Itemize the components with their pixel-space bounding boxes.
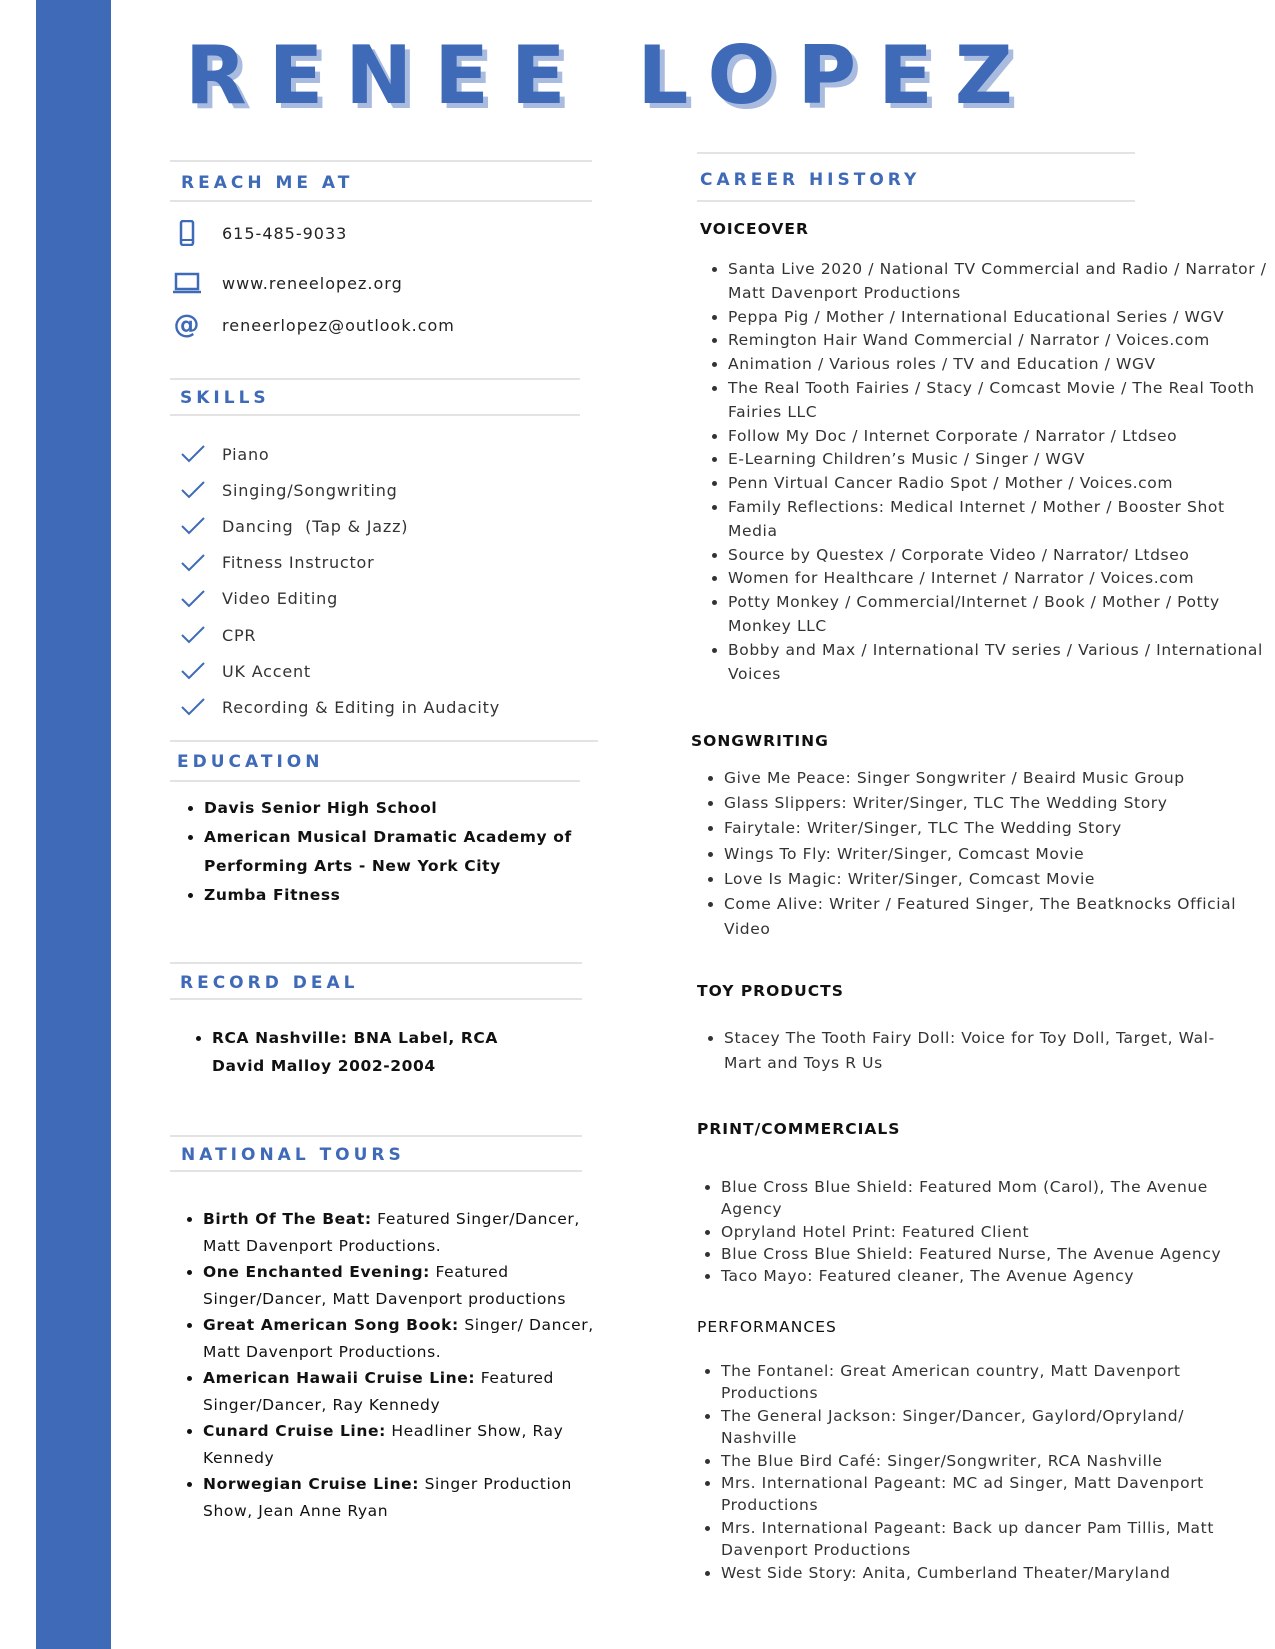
record-deal-list [188,1024,512,1080]
skills-heading: SKILLS [180,388,270,408]
record-deal-item: • RCA Nashville: BNA Label, RCA David Malloy 2002-2004 [212,1024,512,1080]
performance-item: • West Side Story: Anita, Cumberland Theater/Maryland [721,1562,1251,1584]
tour-item: • Norwegian Cruise Line: Singer Production Show, Jean Anne Ryan [203,1471,615,1524]
skill-item: Recording & Editing in Audacity [180,689,500,725]
check-icon [180,516,206,536]
skill-item: Video Editing [180,581,500,617]
voiceover-item: • The Real Tooth Fairies / Stacy / Comcast Movie / The Real Tooth Fairies LLC [728,377,1268,425]
songwriting-item: • Come Alive: Writer / Featured Singer, The Beatknocks Official Video [724,892,1244,942]
toy-products-list [700,1026,1244,1075]
voiceover-item: • Remington Hair Wand Commercial / Narrator / Voices.com [728,329,1268,353]
check-icon [180,697,206,717]
divider [697,152,1135,154]
songwriting-heading: SONGWRITING [691,732,829,750]
performances-heading: PERFORMANCES [697,1318,837,1336]
performance-item: • The Blue Bird Café: Singer/Songwriter, RCA Nashville [721,1450,1251,1472]
print-commercials-heading: PRINT/COMMERCIALS [697,1120,901,1138]
education-heading: EDUCATION [177,752,324,772]
voiceover-item: • Penn Virtual Cancer Radio Spot / Mother / Voices.com [728,472,1268,496]
divider [697,200,1135,202]
education-item: • Zumba Fitness [204,881,594,910]
songwriting-item: • Fairytale: Writer/Singer, TLC The Wedding Story [724,816,1244,841]
divider [170,1170,582,1172]
contact-phone[interactable] [172,218,347,248]
voiceover-item: • Follow My Doc / Internet Corporate / Narrator / Ltdseo [728,425,1268,449]
divider [170,740,598,742]
check-icon [180,444,206,464]
divider [170,1135,582,1137]
divider [170,378,580,380]
voiceover-item: • Source by Questex / Corporate Video / Narrator/ Ltdseo [728,544,1268,568]
voiceover-item: • Bobby and Max / International TV series / Various / International Voices [728,639,1268,687]
career-history-heading: CAREER HISTORY [700,170,921,190]
laptop-icon [172,268,202,298]
performance-item: • The General Jackson: Singer/Dancer, Gaylord/Opryland/ Nashville [721,1405,1251,1450]
print-item: • Blue Cross Blue Shield: Featured Mom (Carol), The Avenue Agency [721,1176,1261,1221]
tour-item: • Birth Of The Beat: Featured Singer/Dancer, Matt Davenport Productions. [203,1206,615,1259]
voiceover-item: • Women for Healthcare / Internet / Narrator / Voices.com [728,567,1268,591]
phone-number: 615-485-9033 [222,223,348,243]
contact-heading: REACH ME AT [181,173,354,193]
divider [170,998,582,1000]
education-item: • American Musical Dramatic Academy of Performing Arts - New York City [204,823,594,881]
songwriting-item: • Wings To Fly: Writer/Singer, Comcast Movie [724,842,1244,867]
skill-item: Singing/Songwriting [180,472,500,508]
songwriting-item: • Love Is Magic: Writer/Singer, Comcast Movie [724,867,1244,892]
voiceover-item: • Animation / Various roles / TV and Education / WGV [728,353,1268,377]
divider [170,200,592,202]
divider [170,780,580,782]
email-address: reneerlopez@outlook.com [222,315,455,335]
print-item: • Taco Mayo: Featured cleaner, The Avenue Agency [721,1265,1261,1287]
voiceover-item: • Santa Live 2020 / National TV Commercial and Radio / Narrator / Matt Davenport Productions [728,258,1268,306]
tour-item: • Cunard Cruise Line: Headliner Show, Ray Kennedy [203,1418,615,1471]
skill-item: CPR [180,617,500,653]
website-url: www.reneelopez.org [222,273,403,293]
voiceover-item: • Family Reflections: Medical Internet / Mother / Booster Shot Media [728,496,1268,544]
divider [170,160,592,162]
name-title: RENEE LOPEZ [185,29,1035,122]
print-commercials-list [697,1176,1261,1287]
skill-item: UK Accent [180,653,500,689]
tour-item: • American Hawaii Cruise Line: Featured Singer/Dancer, Ray Kennedy [203,1365,615,1418]
songwriting-item: • Give Me Peace: Singer Songwriter / Beaird Music Group [724,766,1244,791]
skill-item: Fitness Instructor [180,545,500,581]
record-deal-heading: RECORD DEAL [180,973,359,993]
voiceover-item: • E-Learning Children’s Music / Singer / WGV [728,448,1268,472]
skill-item: Piano [180,436,500,472]
performance-item: • The Fontanel: Great American country, Matt Davenport Productions [721,1360,1251,1405]
check-icon [180,625,206,645]
national-tours-list [179,1206,615,1524]
songwriting-item: • Glass Slippers: Writer/Singer, TLC The Wedding Story [724,791,1244,816]
toy-products-heading: TOY PRODUCTS [697,982,844,1000]
print-item: • Opryland Hotel Print: Featured Client [721,1221,1261,1243]
performance-item: • Mrs. International Pageant: MC ad Singer, Matt Davenport Productions [721,1472,1251,1517]
voiceover-list [704,258,1268,686]
phone-icon [172,218,202,248]
check-icon [180,553,206,573]
voiceover-item: • Peppa Pig / Mother / International Educational Series / WGV [728,306,1268,330]
tour-item: • Great American Song Book: Singer/ Dancer, Matt Davenport Productions. [203,1312,615,1365]
tour-item: • One Enchanted Evening: Featured Singer/Dancer, Matt Davenport productions [203,1259,615,1312]
print-item: • Blue Cross Blue Shield: Featured Nurse, The Avenue Agency [721,1243,1261,1265]
check-icon [180,589,206,609]
education-list [180,794,594,910]
check-icon [180,661,206,681]
check-icon [180,480,206,500]
accent-sidebar [36,0,111,1649]
national-tours-heading: NATIONAL TOURS [181,1145,405,1165]
divider [170,414,580,416]
toy-product-item: • Stacey The Tooth Fairy Doll: Voice for Toy Doll, Target, Wal-Mart and Toys R Us [724,1026,1244,1075]
skill-item: Dancing (Tap & Jazz) [180,508,500,544]
divider [170,962,582,964]
at-sign-icon: @ [173,310,201,340]
contact-website[interactable] [172,268,403,298]
performance-item: • Mrs. International Pageant: Back up dancer Pam Tillis, Matt Davenport Productions [721,1517,1251,1562]
voiceover-item: • Potty Monkey / Commercial/Internet / Book / Mother / Potty Monkey LLC [728,591,1268,639]
performances-list [697,1360,1251,1584]
contact-email[interactable] [172,310,455,340]
skills-list [180,436,500,726]
education-item: • Davis Senior High School [204,794,594,823]
voiceover-heading: VOICEOVER [700,220,809,238]
songwriting-list [700,766,1244,942]
